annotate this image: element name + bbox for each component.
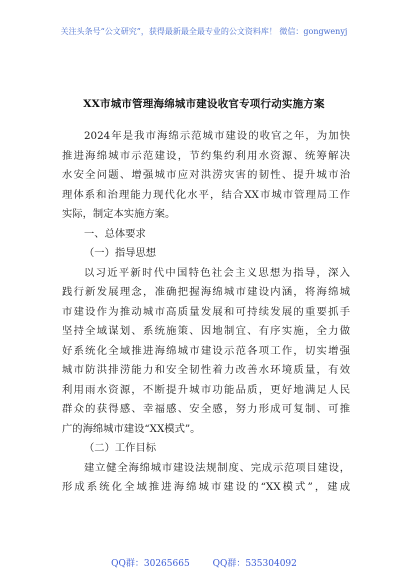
- subsection-heading: （二）工作目标: [84, 442, 157, 454]
- body-line: 实际，制定本实施方案。: [62, 208, 176, 220]
- qq-group-2: QQ群：535304092: [212, 559, 297, 569]
- section-heading: 一、总体要求: [84, 228, 146, 240]
- body-line: 2024年是我市海绵示范城市建设的收官之年，为加快: [84, 130, 350, 142]
- subsection-heading: （一）指导思想: [84, 247, 157, 259]
- body-line: 建立健全海绵城市建设法规制度、完成示范项目建设，: [84, 462, 350, 474]
- footer-qq-groups: [0, 556, 408, 569]
- body-line: 理体系和治理能力现代化水平，结合XX市城市管理局工作: [62, 189, 350, 201]
- body-line: 水安全问题、增强城市应对洪涝灾害的韧性、提升城市治: [62, 169, 350, 181]
- body-line: 推进海绵城市示范建设，节约集约利用水资源、统筹解决: [62, 150, 350, 162]
- body-line: 利用雨水资源，不断提升城市功能品质，更好地满足人民: [62, 384, 350, 396]
- body-line: 以习近平新时代中国特色社会主义思想为指导，深入: [84, 267, 350, 279]
- body-line: 城市防洪排涝能力和安全韧性着力改善水环境质量，有效: [62, 364, 350, 376]
- body-line: 市建设作为推动城市高质量发展和可持续发展的重要抓手: [62, 306, 350, 318]
- qq-group-1: QQ群：30265665: [111, 559, 190, 569]
- body-line: 广的海绵城市建设“XX模式”。: [62, 423, 201, 435]
- body-line: 群众的获得感、幸福感、安全感，努力形成可复制、可推: [62, 403, 350, 415]
- header-banner: 关注头条号“公文研究”，获得最新最全最专业的公文资料库！ 微信：gongwenyj: [60, 27, 348, 36]
- body-line: 形成系统化全域推进海绵城市建设的“XX模式”，建成: [62, 481, 350, 493]
- body-line: 践行新发展理念，准确把握海绵城市建设内涵，将海绵城: [62, 286, 350, 298]
- body-line: 好系统化全域推进海绵城市建设示范各项工作，切实增强: [62, 345, 350, 357]
- body-line: 坚持全域谋划、系统施策、因地制宜、有序实施，全力做: [62, 325, 350, 337]
- document-title: XX市城市管理海绵城市建设收官专项行动实施方案: [83, 98, 325, 110]
